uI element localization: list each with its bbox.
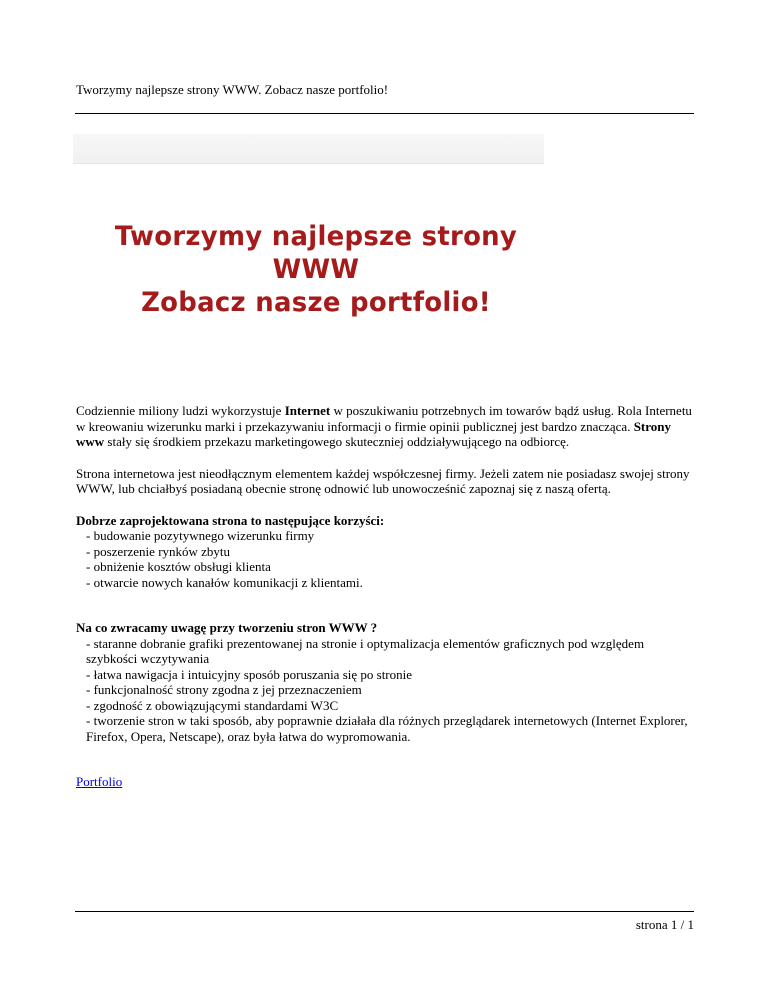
benefits-heading: Dobrze zaprojektowana strona to następujące korzyści: [76,512,385,528]
intro-text-b: w poszukiwaniu potrzebnych im towarów bądź usług. Rola Internetu w kreowaniu wizerunku marki i przekazywaniu informacji o firmie opinii publicznej jest bardzo znacząca. [76,403,692,434]
hero-banner [83,220,550,319]
list-item: - łatwa nawigacja i intuicyjny sposób poruszania się po stronie [76,667,696,683]
list-item: - otwarcie nowych kanałów komunikacji z klientami. [76,575,696,591]
header-divider [75,113,694,114]
list-item: - funkcjonalność strony zgodna z jej przeznaczeniem [76,682,696,698]
attention-list [76,636,696,745]
banner-top-strip [73,134,544,164]
list-item: - obniżenie kosztów obsługi klienta [76,559,696,575]
list-item: - zgodność z obowiązującymi standardami W3C [76,698,696,714]
footer-divider [75,911,694,912]
page-header-title: Tworzymy najlepsze strony WWW. Zobacz nasze portfolio! [76,82,389,97]
list-item: - tworzenie stron w taki sposób, aby poprawnie działała dla różnych przeglądarek internetowych (Internet Explorer, Firefox, Opera, Netscape), oraz była łatwa do wypromowania. [76,713,696,744]
intro-bold-internet: Internet [284,403,331,418]
banner-line-2: Zobacz nasze portfolio! [141,287,491,318]
list-item: - poszerzenie rynków zbytu [76,544,696,560]
intro-text-a: Codziennie miliony ludzi wykorzystuje [76,403,285,418]
benefits-list [76,528,696,590]
second-paragraph: Strona internetowa jest nieodłącznym elementem każdej współczesnej firmy. Jeżeli zatem nie posiadasz swojej strony WWW, lub chciałbyś posiadaną obecnie stronę odnowić lub unowocześnić zapoznaj się z naszą ofertą. [76,465,690,496]
list-item: - staranne dobranie grafiki prezentowanej na stronie i optymalizacja elementów graficznych pod względem szybkości wczytywania [76,636,696,667]
list-item: - budowanie pozytywnego wizerunku firmy [76,528,696,544]
banner-line-1: Tworzymy najlepsze strony WWW [114,221,518,285]
portfolio-link[interactable]: Portfolio [76,774,123,789]
main-content [76,403,696,790]
intro-paragraph [76,403,696,450]
attention-heading: Na co zwracamy uwagę przy tworzeniu stron WWW ? [76,620,378,635]
page-number: strona 1 / 1 [635,917,694,932]
intro-bold-strony: Strony www [76,418,672,449]
intro-text-c: stały się środkiem przekazu marketingowego skuteczniej oddziaływującego na odbiorcę. [104,434,570,449]
